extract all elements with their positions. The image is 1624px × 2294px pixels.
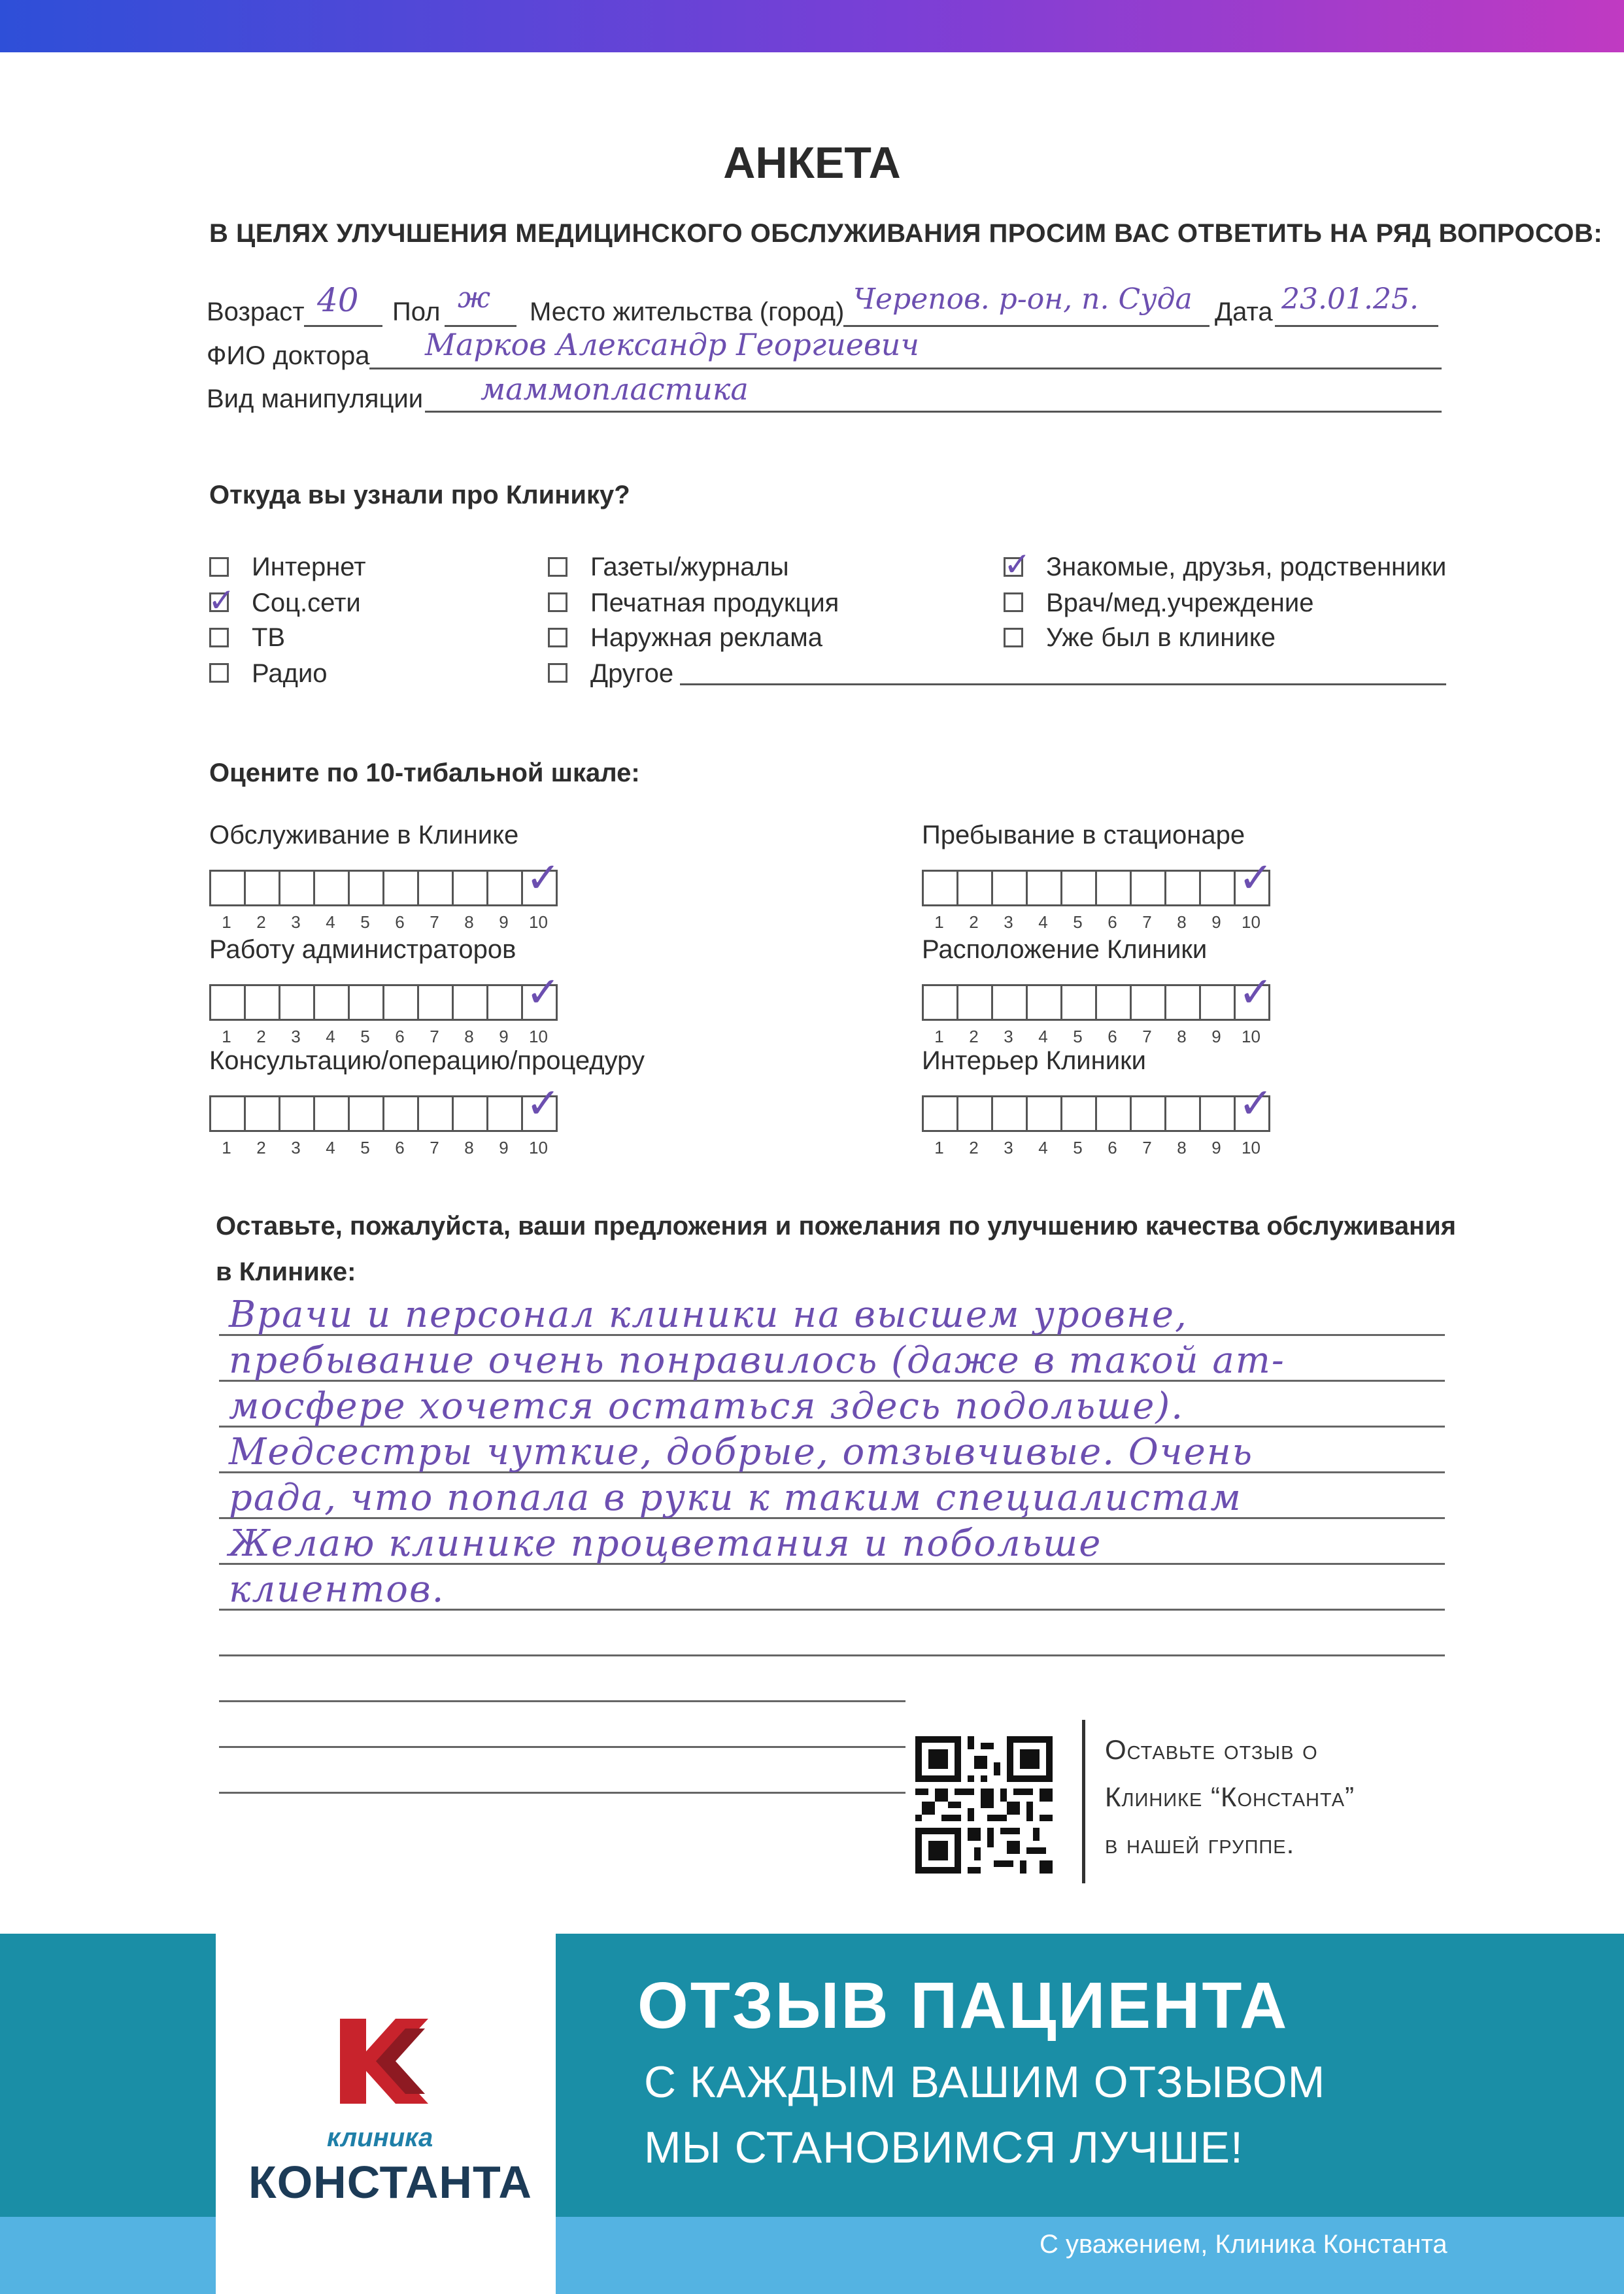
option-print: Печатная продукция: [590, 589, 839, 617]
feedback-text-line[interactable]: клиентов.: [229, 1568, 445, 1611]
feedback-line: [219, 1700, 905, 1702]
rating-cell-7[interactable]: [1130, 984, 1166, 1021]
rating-number: 2: [256, 912, 266, 932]
rating-cell-6[interactable]: [1095, 870, 1132, 906]
logo-icon: [340, 2019, 431, 2104]
rating-number: 8: [1177, 1138, 1187, 1157]
rating-label: Расположение Клиники: [922, 935, 1208, 964]
sex-value[interactable]: ж: [458, 281, 491, 315]
feedback-text-line[interactable]: мосфере хочется остаться здесь подольше).: [229, 1385, 1185, 1428]
rating-number: 10: [529, 912, 548, 932]
rating-cell-3[interactable]: [279, 984, 315, 1021]
rating-number: 8: [464, 1138, 474, 1157]
rating-number: 10: [1242, 912, 1260, 932]
rating-number: 1: [222, 912, 231, 932]
logo-card: [216, 1934, 556, 2294]
option-friends: Знакомые, друзья, родственники: [1046, 553, 1447, 581]
option-outdoor: Наружная реклама: [590, 623, 823, 652]
rating-number: 6: [395, 1027, 405, 1046]
rating-cell-9[interactable]: [486, 1095, 523, 1132]
rating-cell-2[interactable]: [244, 1095, 280, 1132]
age-underline: [304, 325, 382, 327]
rating-cell-2[interactable]: [956, 1095, 993, 1132]
qr-caption-line2: Клинике “Константа”: [1105, 1781, 1355, 1812]
rating-number: 5: [360, 912, 370, 932]
divider: [1082, 1720, 1085, 1883]
checkbox-radio[interactable]: [209, 663, 229, 683]
option-returning: Уже был в клинике: [1046, 623, 1276, 652]
checkbox-newspapers[interactable]: [548, 557, 567, 577]
rating-cell-8[interactable]: [1164, 984, 1201, 1021]
rating-cell-8[interactable]: [452, 984, 488, 1021]
check-mark-icon: ✓: [1238, 968, 1274, 1017]
rating-cell-6[interactable]: [382, 1095, 419, 1132]
rating-label: Интерьер Клиники: [922, 1046, 1146, 1075]
rating-cell-9[interactable]: [1199, 1095, 1236, 1132]
rating-cell-7[interactable]: [1130, 1095, 1166, 1132]
rating-numbers: [209, 1027, 556, 1047]
rating-cell-3[interactable]: [279, 870, 315, 906]
footer-signature: С уважением, Клиника Константа: [1040, 2230, 1447, 2259]
rating-number: 6: [1108, 912, 1117, 932]
rating-number: 5: [1073, 1027, 1083, 1046]
rating-cell-2[interactable]: [244, 870, 280, 906]
rating-cell-2[interactable]: [956, 984, 993, 1021]
rating-number: 7: [1142, 1138, 1152, 1157]
rating-number: 6: [1108, 1027, 1117, 1046]
rating-scale: [209, 854, 561, 906]
date-label: Дата: [1215, 298, 1273, 326]
doctor-label: ФИО доктора: [207, 341, 370, 370]
rating-scale: [209, 968, 561, 1021]
date-underline: [1275, 325, 1438, 327]
other-underline: [680, 683, 1446, 685]
rating-cell-7[interactable]: [1130, 870, 1166, 906]
rating-number: 2: [969, 1027, 979, 1046]
page-subtitle: В ЦЕЛЯХ УЛУЧШЕНИЯ МЕДИЦИНСКОГО ОБСЛУЖИВАНИЯ ПРОСИМ ВАС ОТВЕТИТЬ НА РЯД ВОПРОСОВ:: [209, 219, 1603, 248]
rating-cell-9[interactable]: [1199, 870, 1236, 906]
checkbox-returning[interactable]: [1004, 628, 1023, 647]
feedback-title: Оставьте, пожалуйста, ваши предложения и пожелания по улучшению качества обслуживания: [216, 1212, 1457, 1241]
rating-number: 8: [464, 912, 474, 932]
rating-cell-5[interactable]: [348, 1095, 384, 1132]
rating-numbers: [209, 1138, 556, 1158]
rating-number: 1: [934, 1027, 944, 1046]
rating-scale: [922, 1080, 1274, 1132]
option-other: Другое: [590, 659, 674, 688]
footer-title: ОТЗЫВ ПАЦИЕНТА: [637, 1969, 1289, 2042]
procedure-underline: [425, 411, 1442, 413]
rating-cell-6[interactable]: [1095, 1095, 1132, 1132]
rating-number: 1: [222, 1027, 231, 1046]
rating-number: 7: [430, 1138, 439, 1157]
rating-cell-7[interactable]: [417, 984, 454, 1021]
rating-number: 7: [430, 912, 439, 932]
rating-number: 3: [1004, 912, 1013, 932]
procedure-label: Вид манипуляции: [207, 385, 424, 413]
sex-label: Пол: [392, 298, 441, 326]
rating-number: 8: [464, 1027, 474, 1046]
rating-number: 2: [969, 912, 979, 932]
option-newspapers: Газеты/журналы: [590, 553, 789, 581]
doctor-underline: [369, 368, 1442, 369]
doctor-value[interactable]: Марков Александр Георгиевич: [425, 327, 919, 362]
rating-cell-4[interactable]: [1026, 984, 1062, 1021]
rating-cell-3[interactable]: [279, 1095, 315, 1132]
date-value[interactable]: 23.01.25.: [1281, 282, 1419, 316]
rating-number: 4: [1038, 1027, 1048, 1046]
rating-label: Работу администраторов: [209, 935, 516, 964]
feedback-text-line[interactable]: Желаю клинике процветания и побольше: [229, 1522, 1102, 1565]
qr-caption: [1105, 1726, 1355, 1868]
rating-cell-10[interactable]: [1234, 1080, 1274, 1132]
rating-title: Оцените по 10-тибальной шкале:: [209, 759, 640, 787]
rating-cell-9[interactable]: [1199, 984, 1236, 1021]
feedback-line: [219, 1654, 1445, 1656]
rating-number: 7: [1142, 912, 1152, 932]
rating-number: 2: [256, 1027, 266, 1046]
logo-big-text: КОНСТАНТА: [248, 2157, 532, 2208]
rating-cell-4[interactable]: [313, 870, 350, 906]
checkbox-internet[interactable]: [209, 557, 229, 577]
feedback-text-line[interactable]: пребывание очень понравилось (даже в такой ат-: [229, 1339, 1285, 1382]
city-value[interactable]: Черепов. р-он, п. Суда: [853, 282, 1193, 316]
feedback-line: [219, 1792, 905, 1794]
qr-code-icon[interactable]: [915, 1736, 1053, 1874]
rating-numbers: [922, 1138, 1268, 1158]
rating-number: 2: [256, 1138, 266, 1157]
option-tv: ТВ: [252, 623, 286, 652]
check-mark-icon: ✓: [208, 581, 235, 619]
check-mark-icon: ✓: [526, 854, 561, 902]
rating-scale: [209, 1080, 561, 1132]
rating-cell-2[interactable]: [956, 870, 993, 906]
rating-cell-1[interactable]: [922, 984, 958, 1021]
rating-cell-7[interactable]: [417, 1095, 454, 1132]
rating-cell-1[interactable]: [922, 870, 958, 906]
rating-cell-2[interactable]: [244, 984, 280, 1021]
rating-number: 5: [1073, 912, 1083, 932]
page-title: АНКЕТА: [723, 138, 901, 188]
rating-cell-8[interactable]: [452, 870, 488, 906]
check-mark-icon: ✓: [526, 968, 561, 1017]
rating-number: 9: [1211, 1138, 1221, 1157]
age-label: Возраст: [207, 298, 305, 326]
checkbox-doctor[interactable]: [1004, 592, 1023, 612]
option-radio: Радио: [252, 659, 328, 688]
top-gradient-bar: [0, 0, 1624, 52]
footer-subtitle-2: МЫ СТАНОВИМСЯ ЛУЧШЕ!: [644, 2123, 1243, 2172]
rating-cell-8[interactable]: [1164, 870, 1201, 906]
rating-number: 10: [529, 1027, 548, 1046]
qr-caption-line1: Оставьте отзыв о: [1105, 1734, 1318, 1765]
rating-cell-6[interactable]: [382, 870, 419, 906]
checkbox-tv[interactable]: [209, 628, 229, 647]
rating-cell-5[interactable]: [1060, 1095, 1097, 1132]
rating-number: 8: [1177, 912, 1187, 932]
rating-cell-10[interactable]: [521, 1080, 561, 1132]
rating-number: 4: [326, 912, 335, 932]
rating-number: 9: [499, 912, 509, 932]
option-doctor: Врач/мед.учреждение: [1046, 589, 1314, 617]
check-mark-icon: ✓: [1238, 854, 1274, 902]
checkbox-other[interactable]: [548, 663, 567, 683]
source-title: Откуда вы узнали про Клинику?: [209, 481, 630, 509]
rating-cell-6[interactable]: [382, 984, 419, 1021]
rating-number: 1: [934, 1138, 944, 1157]
option-social: Соц.сети: [252, 589, 361, 617]
rating-number: 10: [529, 1138, 548, 1157]
rating-cell-1[interactable]: [209, 984, 246, 1021]
qr-caption-line3: в нашей группе.: [1105, 1828, 1295, 1859]
rating-number: 2: [969, 1138, 979, 1157]
feedback-title-cont: в Клинике:: [216, 1258, 356, 1286]
rating-cell-10[interactable]: [1234, 968, 1274, 1021]
rating-number: 5: [360, 1027, 370, 1046]
rating-scale: [922, 968, 1274, 1021]
rating-cell-9[interactable]: [486, 870, 523, 906]
rating-number: 4: [1038, 1138, 1048, 1157]
rating-numbers: [922, 1027, 1268, 1047]
logo-small-text: клиника: [327, 2123, 433, 2152]
rating-cell-8[interactable]: [452, 1095, 488, 1132]
rating-cell-4[interactable]: [313, 984, 350, 1021]
footer-subtitle-1: С КАЖДЫМ ВАШИМ ОТЗЫВОМ: [644, 2057, 1326, 2107]
procedure-value[interactable]: маммопластика: [481, 371, 749, 407]
rating-cell-6[interactable]: [1095, 984, 1132, 1021]
rating-cell-4[interactable]: [313, 1095, 350, 1132]
check-mark-icon: ✓: [1238, 1080, 1274, 1128]
rating-cell-1[interactable]: [209, 1095, 246, 1132]
rating-cell-5[interactable]: [1060, 984, 1097, 1021]
rating-label: Пребывание в стационаре: [922, 821, 1245, 849]
rating-cell-3[interactable]: [991, 984, 1028, 1021]
rating-number: 9: [1211, 912, 1221, 932]
rating-number: 5: [1073, 1138, 1083, 1157]
rating-cell-5[interactable]: [348, 984, 384, 1021]
age-value[interactable]: 40: [317, 281, 359, 319]
rating-number: 6: [395, 1138, 405, 1157]
rating-number: 10: [1242, 1027, 1260, 1046]
rating-number: 3: [291, 1027, 301, 1046]
check-mark-icon: ✓: [1004, 545, 1031, 583]
rating-number: 10: [1242, 1138, 1260, 1157]
rating-cell-4[interactable]: [1026, 870, 1062, 906]
rating-cell-5[interactable]: [348, 870, 384, 906]
rating-cell-9[interactable]: [486, 984, 523, 1021]
rating-scale: [922, 854, 1274, 906]
rating-number: 6: [1108, 1138, 1117, 1157]
rating-label: Консультацию/операцию/процедуру: [209, 1046, 645, 1075]
rating-cell-10[interactable]: [521, 968, 561, 1021]
rating-label: Обслуживание в Клинике: [209, 821, 519, 849]
rating-cell-1[interactable]: [209, 870, 246, 906]
rating-number: 6: [395, 912, 405, 932]
rating-number: 4: [1038, 912, 1048, 932]
feedback-line: [219, 1746, 905, 1748]
rating-number: 7: [1142, 1027, 1152, 1046]
checkbox-outdoor[interactable]: [548, 628, 567, 647]
rating-numbers: [922, 912, 1268, 933]
feedback-text-line[interactable]: Врачи и персонал клиники на высшем уровне,: [229, 1293, 1188, 1336]
rating-number: 3: [1004, 1138, 1013, 1157]
rating-numbers: [209, 912, 556, 933]
check-mark-icon: ✓: [526, 1080, 561, 1128]
rating-cell-3[interactable]: [991, 1095, 1028, 1132]
rating-number: 4: [326, 1138, 335, 1157]
rating-cell-8[interactable]: [1164, 1095, 1201, 1132]
rating-number: 3: [291, 1138, 301, 1157]
rating-number: 9: [499, 1138, 509, 1157]
checkbox-print[interactable]: [548, 592, 567, 612]
feedback-text-line[interactable]: Медсестры чуткие, добрые, отзывчивые. Очень: [229, 1431, 1254, 1473]
rating-number: 7: [430, 1027, 439, 1046]
rating-cell-3[interactable]: [991, 870, 1028, 906]
rating-cell-5[interactable]: [1060, 870, 1097, 906]
rating-number: 3: [291, 912, 301, 932]
rating-number: 4: [326, 1027, 335, 1046]
rating-number: 5: [360, 1138, 370, 1157]
rating-number: 8: [1177, 1027, 1187, 1046]
rating-number: 3: [1004, 1027, 1013, 1046]
rating-cell-10[interactable]: [1234, 854, 1274, 906]
rating-number: 9: [499, 1027, 509, 1046]
city-label: Место жительства (город): [530, 298, 845, 326]
rating-cell-1[interactable]: [922, 1095, 958, 1132]
feedback-text-line[interactable]: рада, что попала в руки к таким специалистам: [229, 1477, 1242, 1519]
rating-cell-10[interactable]: [521, 854, 561, 906]
rating-number: 9: [1211, 1027, 1221, 1046]
option-internet: Интернет: [252, 553, 366, 581]
rating-number: 1: [934, 912, 944, 932]
rating-cell-7[interactable]: [417, 870, 454, 906]
rating-number: 1: [222, 1138, 231, 1157]
rating-cell-4[interactable]: [1026, 1095, 1062, 1132]
